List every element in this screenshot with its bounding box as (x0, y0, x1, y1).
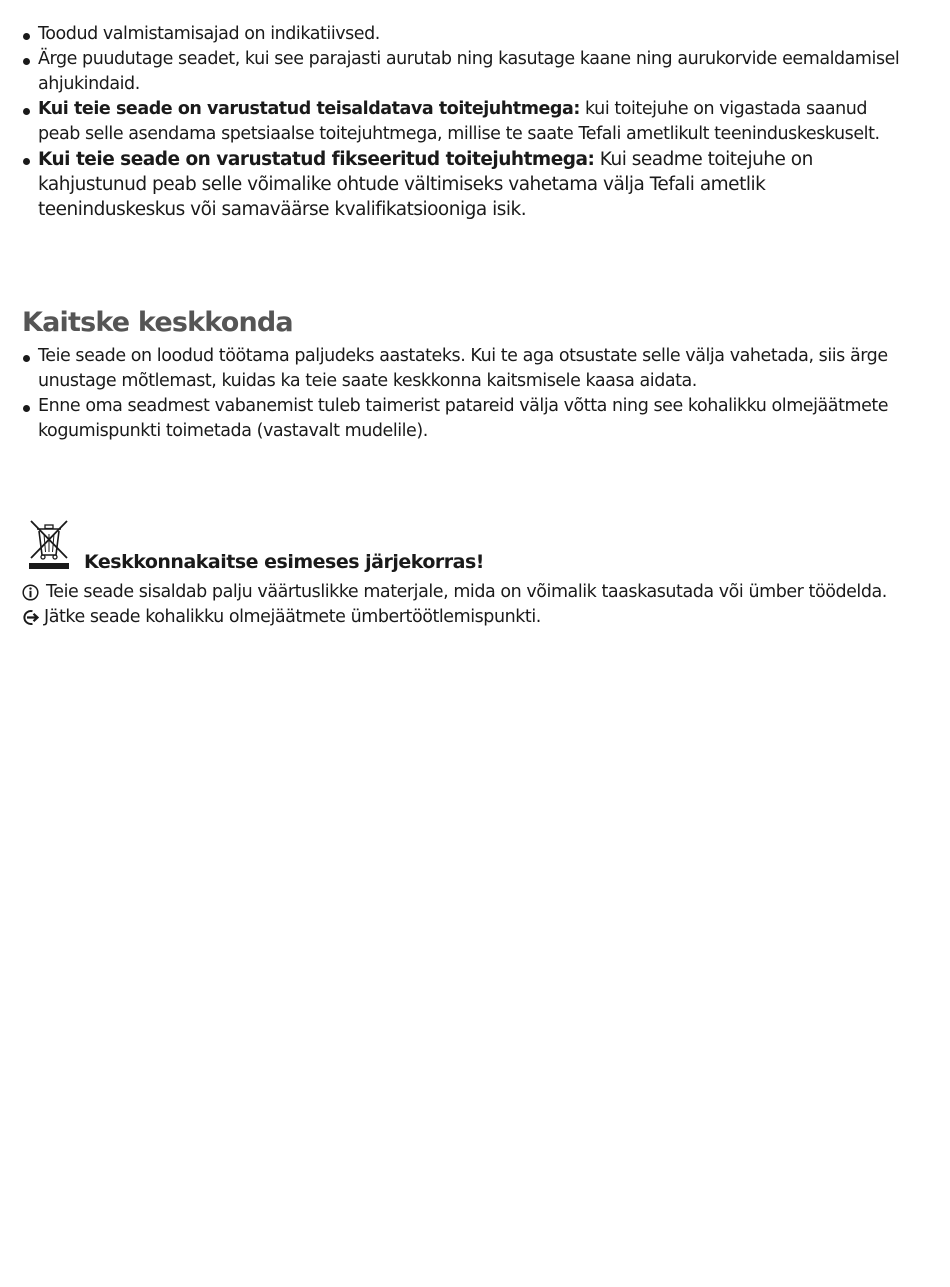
bullet-text: Enne oma seadmest vabanemist tuleb taimerist patareid välja võtta ning see kohalikku olmejäätmete kogumispunkti toimetada (vastavalt mudelile). (38, 396, 889, 441)
bullet-bold-text: Kui teie seade on varustatud fikseeritud toitejuhtmega: (38, 149, 595, 170)
bullet-bold-text: Kui teie seade on varustatud teisaldatava toitejuhtmega: (38, 99, 580, 119)
arrow-note (22, 605, 902, 630)
bullet-item (22, 22, 902, 47)
bullet-text: Toodud valmistamisajad on indikatiivsed. (38, 24, 380, 44)
arrow-right-circle-icon (22, 609, 39, 626)
bullet-item (22, 147, 902, 222)
crossed-bin-icon (28, 518, 70, 570)
recycling-heading: Keskkonnakaitse esimeses järjekorras! (84, 551, 484, 573)
bullet-item (22, 97, 902, 147)
bullet-text: Ärge puudutage seadet, kui see parajasti aurutab ning kasutage kaane ning aurukorvide eemaldamisel ahjukindaid. (38, 49, 900, 94)
bullet-item (22, 344, 902, 394)
section-title: Kaitske keskkonda (22, 307, 293, 338)
bullet-text: Teie seade on loodud töötama paljudeks aastateks. Kui te aga otsustate selle välja vahetada, siis ärge unustage mõtlemast, kuidas ka teie saate keskkonna kaitsmisele kaasa aidata. (38, 346, 888, 391)
info-circle-icon (22, 584, 39, 601)
arrow-note-text: Jätke seade kohalikku olmejäätmete ümbertöötlemispunkti. (44, 607, 541, 627)
safety-bullets (22, 22, 902, 222)
bullet-item (22, 47, 902, 97)
bullet-text: kui toitejuhe on vigastada saanud peab selle asendama spetsiaalse toitejuhtmega, millise te saate Tefali ametlikult teeninduskeskuselt. (38, 99, 880, 144)
info-note-text: Teie seade sisaldab palju väärtuslikke materjale, mida on võimalik taaskasutada või ümber töödelda. (46, 582, 887, 602)
info-note (22, 580, 902, 605)
bullet-text: Kui seadme toitejuhe on kahjustunud peab selle võimalike ohtude vältimiseks vahetama välja Tefali ametlik teeninduskeskus või samaväärse kvalifikatsiooniga isik. (38, 149, 813, 220)
bullet-item (22, 394, 902, 444)
recycling-notes (22, 580, 902, 630)
environment-bullets (22, 344, 902, 444)
